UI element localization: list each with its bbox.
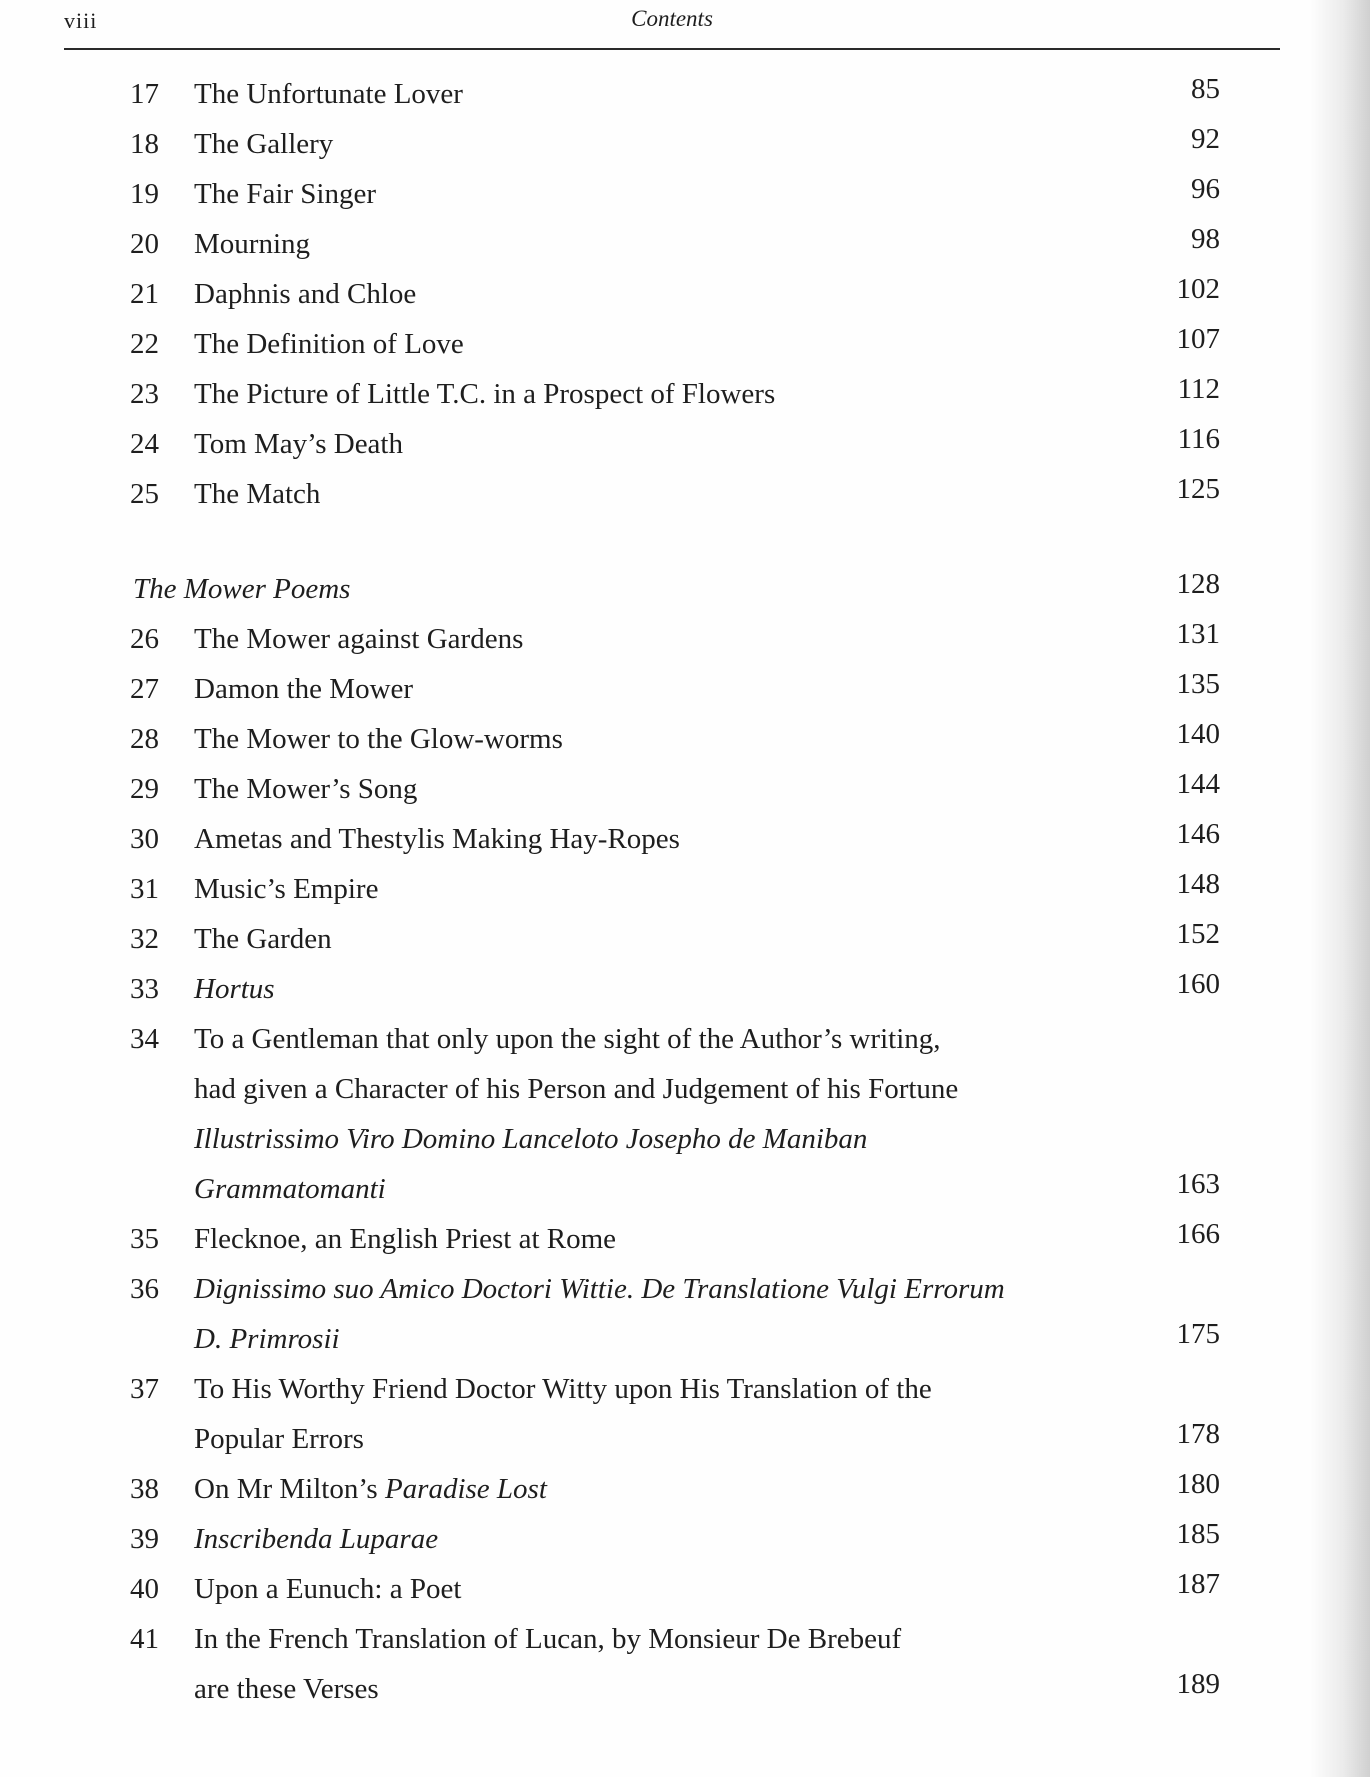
entry-title-line: Illustrissimo Viro Domino Lanceloto Josepho de Maniban (194, 1123, 868, 1155)
entry-title: Inscribenda Luparae (194, 1523, 439, 1555)
entry-page: 175 (1176, 1318, 1220, 1350)
entry-number: 21 (130, 278, 159, 310)
entry-title-line: are these Verses (194, 1673, 379, 1705)
entry-page: 166 (1176, 1218, 1220, 1250)
entry-page: 146 (1176, 818, 1220, 850)
entry-page: 98 (1191, 223, 1220, 255)
entry-number: 18 (130, 128, 159, 160)
entry-number: 26 (130, 623, 159, 655)
entry-title: The Mower to the Glow-worms (194, 723, 563, 755)
entry-title-line: Popular Errors (194, 1423, 364, 1455)
folio: viii (64, 8, 98, 33)
entry-number: 19 (130, 178, 159, 210)
entry-title: Music’s Empire (194, 873, 379, 905)
entry-title: The Picture of Little T.C. in a Prospect of Flowers (194, 378, 776, 410)
entry-title: Hortus (194, 973, 275, 1005)
entry-title: Ametas and Thestylis Making Hay-Ropes (194, 823, 680, 855)
entry-title-line: had given a Character of his Person and Judgement of his Fortune (194, 1073, 959, 1105)
entry-title: The Fair Singer (194, 178, 377, 210)
entry-page: 163 (1176, 1168, 1220, 1200)
entry-number: 31 (130, 873, 159, 905)
entry-title-italic: Paradise Lost (384, 1473, 547, 1505)
entry-title: Tom May’s Death (194, 428, 403, 460)
entry-title: The Garden (194, 923, 332, 955)
entry-title-roman: On Mr Milton’s (194, 1473, 385, 1505)
entry-title: The Definition of Love (194, 328, 464, 360)
entry-page: 148 (1176, 868, 1220, 900)
entry-title: Daphnis and Chloe (194, 278, 417, 310)
entry-number: 33 (130, 973, 159, 1005)
entry-title-line: Grammatomanti (194, 1173, 386, 1205)
entry-number: 37 (130, 1373, 159, 1405)
entry-page: 125 (1176, 473, 1220, 505)
entry-page: 178 (1176, 1418, 1220, 1450)
entry-number: 17 (130, 78, 159, 110)
entry-title: The Unfortunate Lover (194, 78, 463, 110)
page-header (64, 0, 1280, 50)
entry-page: 96 (1191, 173, 1220, 205)
entry-number: 35 (130, 1223, 159, 1255)
entry-title: The Match (194, 478, 321, 510)
entry-page: 135 (1176, 668, 1220, 700)
entry-page: 85 (1191, 73, 1220, 105)
entry-number: 30 (130, 823, 159, 855)
entry-title: The Mower against Gardens (194, 623, 524, 655)
entry-page: 152 (1176, 918, 1220, 950)
entry-title: Flecknoe, an English Priest at Rome (194, 1223, 617, 1255)
entry-number: 39 (130, 1523, 159, 1555)
entry-page: 131 (1176, 618, 1220, 650)
entry-number: 28 (130, 723, 159, 755)
entry-page: 107 (1176, 323, 1220, 355)
entry-page: 144 (1176, 768, 1220, 800)
entry-page: 140 (1176, 718, 1220, 750)
entry-title: Mourning (194, 228, 310, 260)
entry-page: 102 (1176, 273, 1220, 305)
page-edge-shadow (1310, 0, 1370, 1777)
entry-title (194, 1475, 547, 1504)
entry-page: 187 (1176, 1568, 1220, 1600)
entry-page: 92 (1191, 123, 1220, 155)
entry-number: 36 (130, 1273, 159, 1305)
section-title: The Mower Poems (133, 573, 351, 605)
entry-number: 20 (130, 228, 159, 260)
entry-title: The Gallery (194, 128, 334, 160)
entry-title-line: To His Worthy Friend Doctor Witty upon His Translation of the (194, 1373, 932, 1405)
entry-number: 23 (130, 378, 159, 410)
running-head: Contents (631, 6, 713, 31)
entry-number: 22 (130, 328, 159, 360)
entry-title: Upon a Eunuch: a Poet (194, 1573, 462, 1605)
entry-number: 24 (130, 428, 159, 460)
entry-page: 116 (1177, 423, 1220, 455)
entry-title-line: Dignissimo suo Amico Doctori Wittie. De Translatione Vulgi Errorum (194, 1273, 1005, 1305)
entry-title-line: To a Gentleman that only upon the sight of the Author’s writing, (194, 1023, 941, 1055)
entry-page: 185 (1176, 1518, 1220, 1550)
entry-title-line: D. Primrosii (194, 1323, 340, 1355)
section-page: 128 (1176, 568, 1220, 600)
entry-number: 27 (130, 673, 159, 705)
entry-page: 160 (1176, 968, 1220, 1000)
entry-number: 32 (130, 923, 159, 955)
entry-page: 112 (1177, 373, 1220, 405)
entry-page: 189 (1176, 1668, 1220, 1700)
entry-number: 38 (130, 1473, 159, 1505)
entry-title-line: In the French Translation of Lucan, by Monsieur De Brebeuf (194, 1623, 902, 1655)
entry-page: 180 (1176, 1468, 1220, 1500)
entry-number: 29 (130, 773, 159, 805)
entry-number: 25 (130, 478, 159, 510)
entry-number: 34 (130, 1023, 159, 1055)
entry-title: The Mower’s Song (194, 773, 418, 805)
entry-number: 40 (130, 1573, 159, 1605)
entry-number: 41 (130, 1623, 159, 1655)
entry-title: Damon the Mower (194, 673, 414, 705)
